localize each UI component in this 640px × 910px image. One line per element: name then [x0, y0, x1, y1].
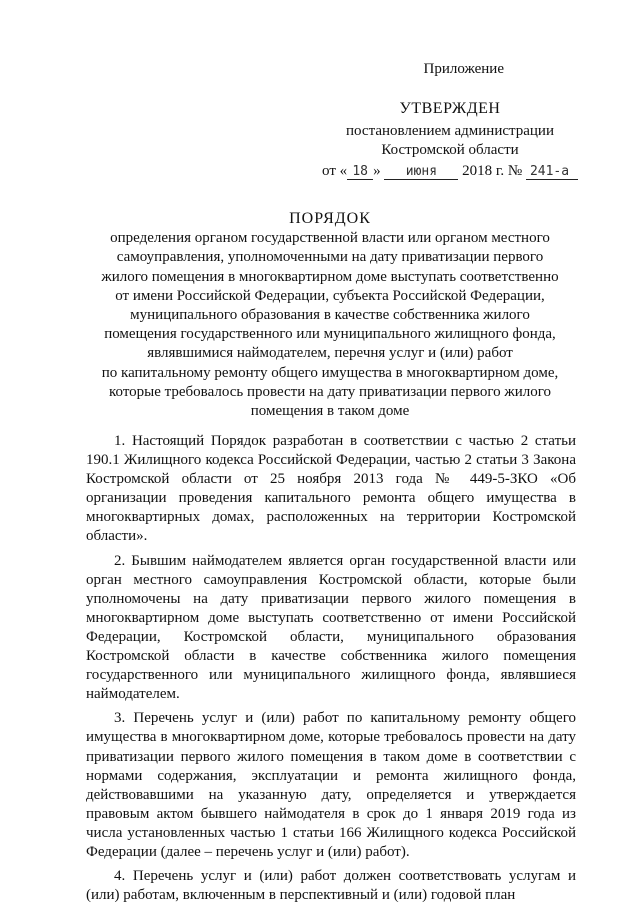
paragraph-2: 2. Бывшим наймодателем является орган государственной власти или орган местного самоуправления Костромской области, которые были уполномочены на дату приватизации первого жилого помещения в многоквартирном доме выступать соответственно от имени Российской Федерации, Костромской области, муниципального образования Костромской области в качестве собственника жилого помещения государственного или муниципального жилищного фонда, являвшиеся наймодателем.: [86, 552, 576, 703]
handwritten-number: 241-а: [526, 164, 578, 180]
approval-line-1: постановлением администрации: [346, 123, 554, 139]
year-text: 2018 г. №: [462, 163, 523, 179]
heading-line: которые требовалось провести на дату приватизации первого жилого: [108, 383, 552, 400]
document-body: [86, 432, 576, 910]
paragraph-4: 4. Перечень услуг и (или) работ должен соответствовать услугам и (или) работам, включенным в перспективный и (или) годовой план: [86, 868, 576, 904]
date-prefix: от «: [322, 163, 348, 179]
paragraph-3: 3. Перечень услуг и (или) работ по капитальному ремонту общего имущества в многоквартирном доме, которые требовалось провести на дату приватизации первого жилого помещения в таком доме в соответствии с нормами содержания, эксплуатации и ремонта жилищного фонда, действовавшими на указанную дату, определяется и утверждается правовым актом бывшего наймодателя в срок до 1 января 2019 года из числа установленных частью 1 статьи 166 Жилищного кодекса Российской Федерации (далее – перечень услуг и (или) работ).: [86, 710, 576, 860]
heading-line: помещения государственного или муниципального жилищного фонда,: [104, 326, 556, 343]
approved-label: УТВЕРЖДЕН: [399, 100, 501, 117]
document-heading: [80, 209, 580, 421]
heading-line: по капитальному ремонту общего имущества в многоквартирном доме,: [101, 364, 559, 381]
date-mid: »: [373, 163, 381, 179]
paragraph-1: 1. Настоящий Порядок разработан в соответствии с частью 2 статьи 190.1 Жилищного кодекса Российской Федерации, частью 2 статьи 3 Закона Костромской области от 25 ноября 2013 года № 449-5-ЗКО «Об организации проведения капитального ремонта общего имущества в многоквартирных домах, расположенных на территории Костромской области».: [86, 433, 576, 545]
approval-date-line: [300, 162, 600, 181]
approval-line-2: Костромской области: [381, 142, 519, 158]
heading-line: муниципального образования в качестве собственника жилого: [130, 307, 530, 324]
approval-block: [300, 60, 600, 181]
document-title: ПОРЯДОК: [289, 210, 371, 227]
handwritten-day: 18: [347, 164, 373, 180]
heading-line: самоуправления, уполномоченными на дату приватизации первого: [116, 249, 544, 266]
heading-line: помещения в таком доме: [250, 403, 410, 420]
heading-line: жилого помещения в многоквартирном доме выступать соответственно: [101, 268, 559, 285]
heading-line: являвшимися наймодателем, перечня услуг и (или) работ: [147, 345, 513, 362]
handwritten-month: июня: [384, 164, 458, 180]
appendix-label: Приложение: [423, 61, 504, 77]
heading-line: от имени Российской Федерации, субъекта Российской Федерации,: [115, 287, 545, 304]
heading-line: определения органом государственной власти или органом местного: [110, 230, 550, 247]
